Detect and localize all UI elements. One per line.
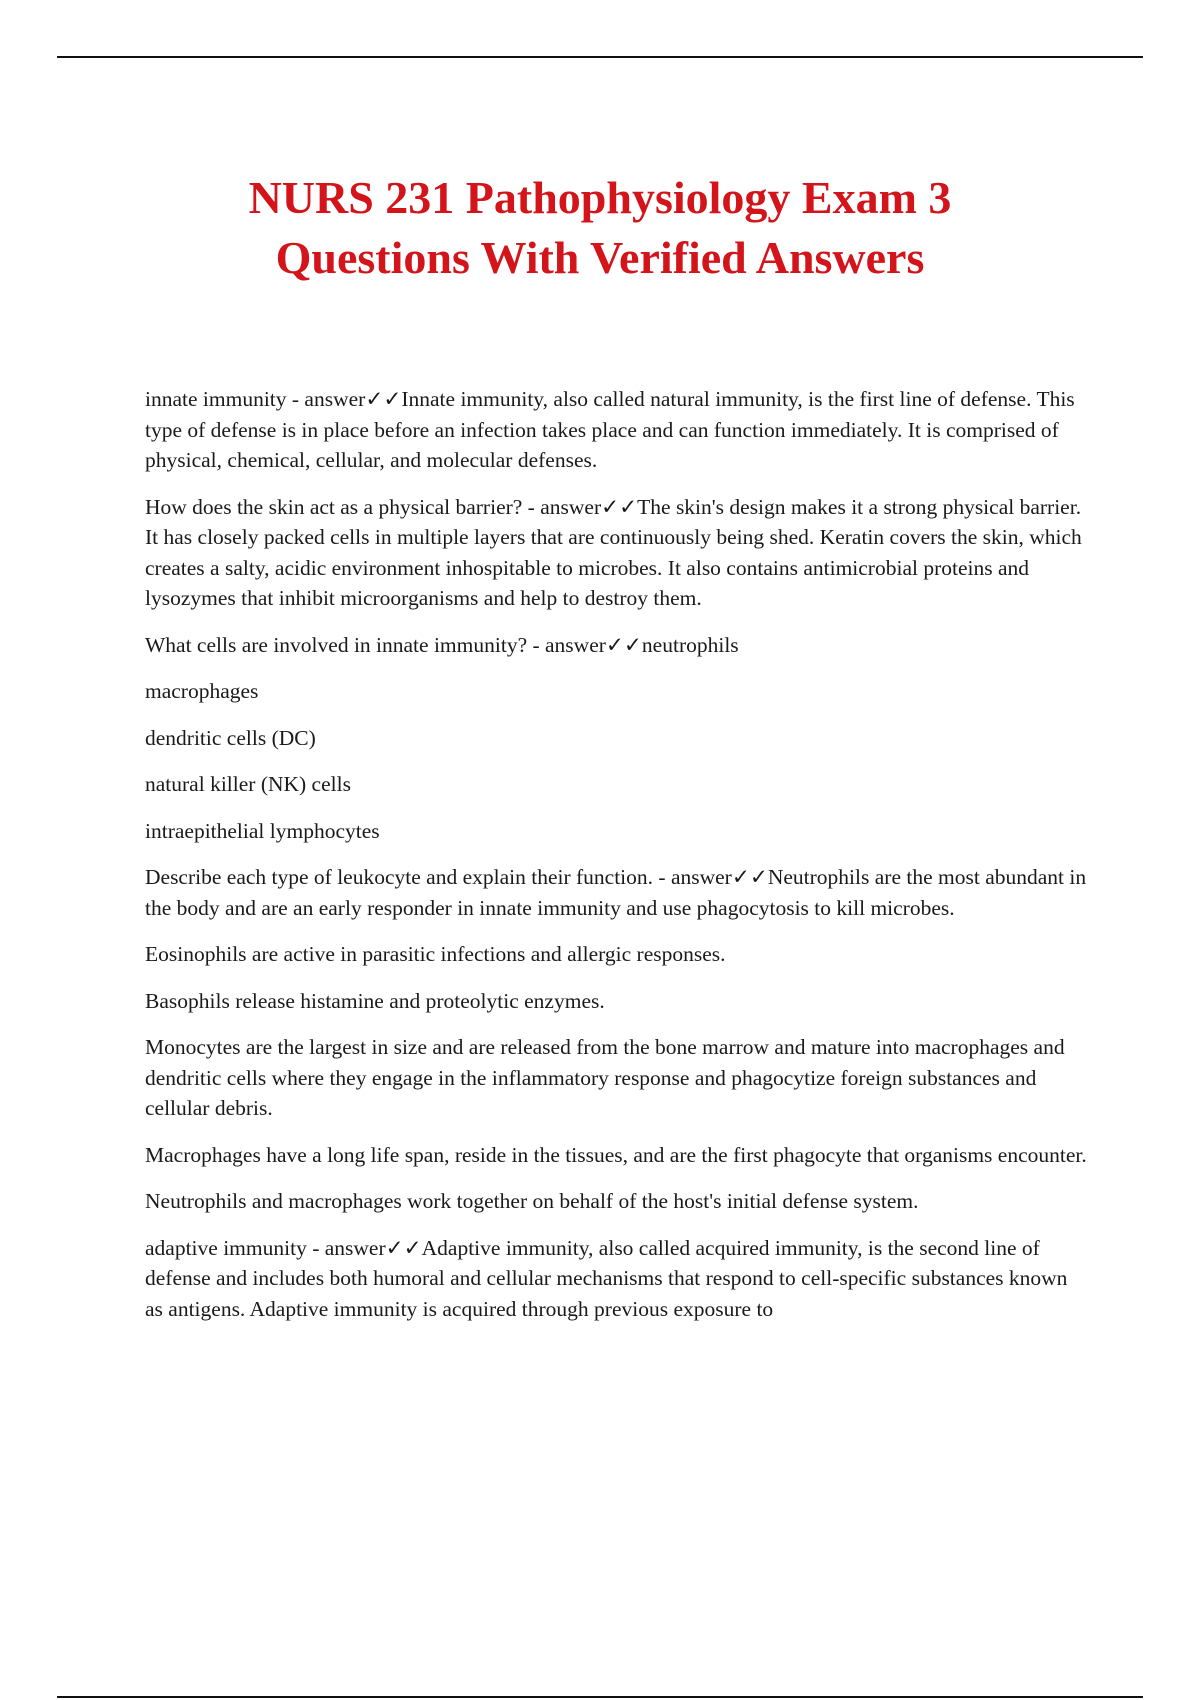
list-item: intraepithelial lymphocytes (145, 818, 380, 843)
paragraph-macrophages: Macrophages have a long life span, reside in the tissues, and are the first phagocyte that organisms encounter. (145, 1142, 1087, 1167)
paragraph-monocytes: Monocytes are the largest in size and are released from the bone marrow and mature into macrophages and dendritic cells where they engage in the inflammatory response and phagocytize foreign substances and cellular debris. (145, 1035, 1065, 1120)
list-item: macrophages (145, 679, 259, 703)
list-item: natural killer (NK) cells (145, 772, 351, 796)
paragraph-eosinophils: Eosinophils are active in parasitic infections and allergic responses. (145, 942, 726, 966)
bottom-divider (57, 1696, 1143, 1698)
paragraph-neutrophils-macrophages: Neutrophils and macrophages work together on behalf of the host's initial defense system. (145, 1189, 919, 1213)
top-divider (57, 56, 1143, 58)
document-body (145, 384, 1087, 1340)
paragraph-skin-barrier: How does the skin act as a physical barrier? - answer✓✓The skin's design makes it a strong physical barrier. It has closely packed cells in multiple layers that are continuously being shed. Keratin covers the skin, which creates a salty, acidic environment inhospitable to microbes. It also contains antimicrobial proteins and lysozymes that inhibit microorganisms and help to destroy them. (145, 494, 1082, 610)
paragraph-leukocyte-types: Describe each type of leukocyte and explain their function. - answer✓✓Neutrophils are the most abundant in the body and are an early responder in innate immunity and use phagocytosis to kill microbes. (145, 865, 1087, 920)
title-line-1: NURS 231 Pathophysiology Exam 3 (248, 172, 952, 223)
list-item: dendritic cells (DC) (145, 725, 316, 750)
paragraph-basophils: Basophils release histamine and proteolytic enzymes. (145, 988, 605, 1013)
paragraph-innate-cells-question: What cells are involved in innate immunity? - answer✓✓neutrophils (145, 632, 739, 657)
document-title (100, 168, 1100, 288)
paragraph-adaptive-immunity: adaptive immunity - answer✓✓Adaptive immunity, also called acquired immunity, is the second line of defense and includes both humoral and cellular mechanisms that respond to cell-specific substances known as antigens. Adaptive immunity is acquired through previous exposure to (145, 1235, 1068, 1321)
title-line-2: Questions With Verified Answers (275, 232, 925, 283)
paragraph-innate-immunity: innate immunity - answer✓✓Innate immunity, also called natural immunity, is the first line of defense. This type of defense is in place before an infection takes place and can function immediately. It is comprised of physical, chemical, cellular, and molecular defenses. (145, 387, 1075, 472)
